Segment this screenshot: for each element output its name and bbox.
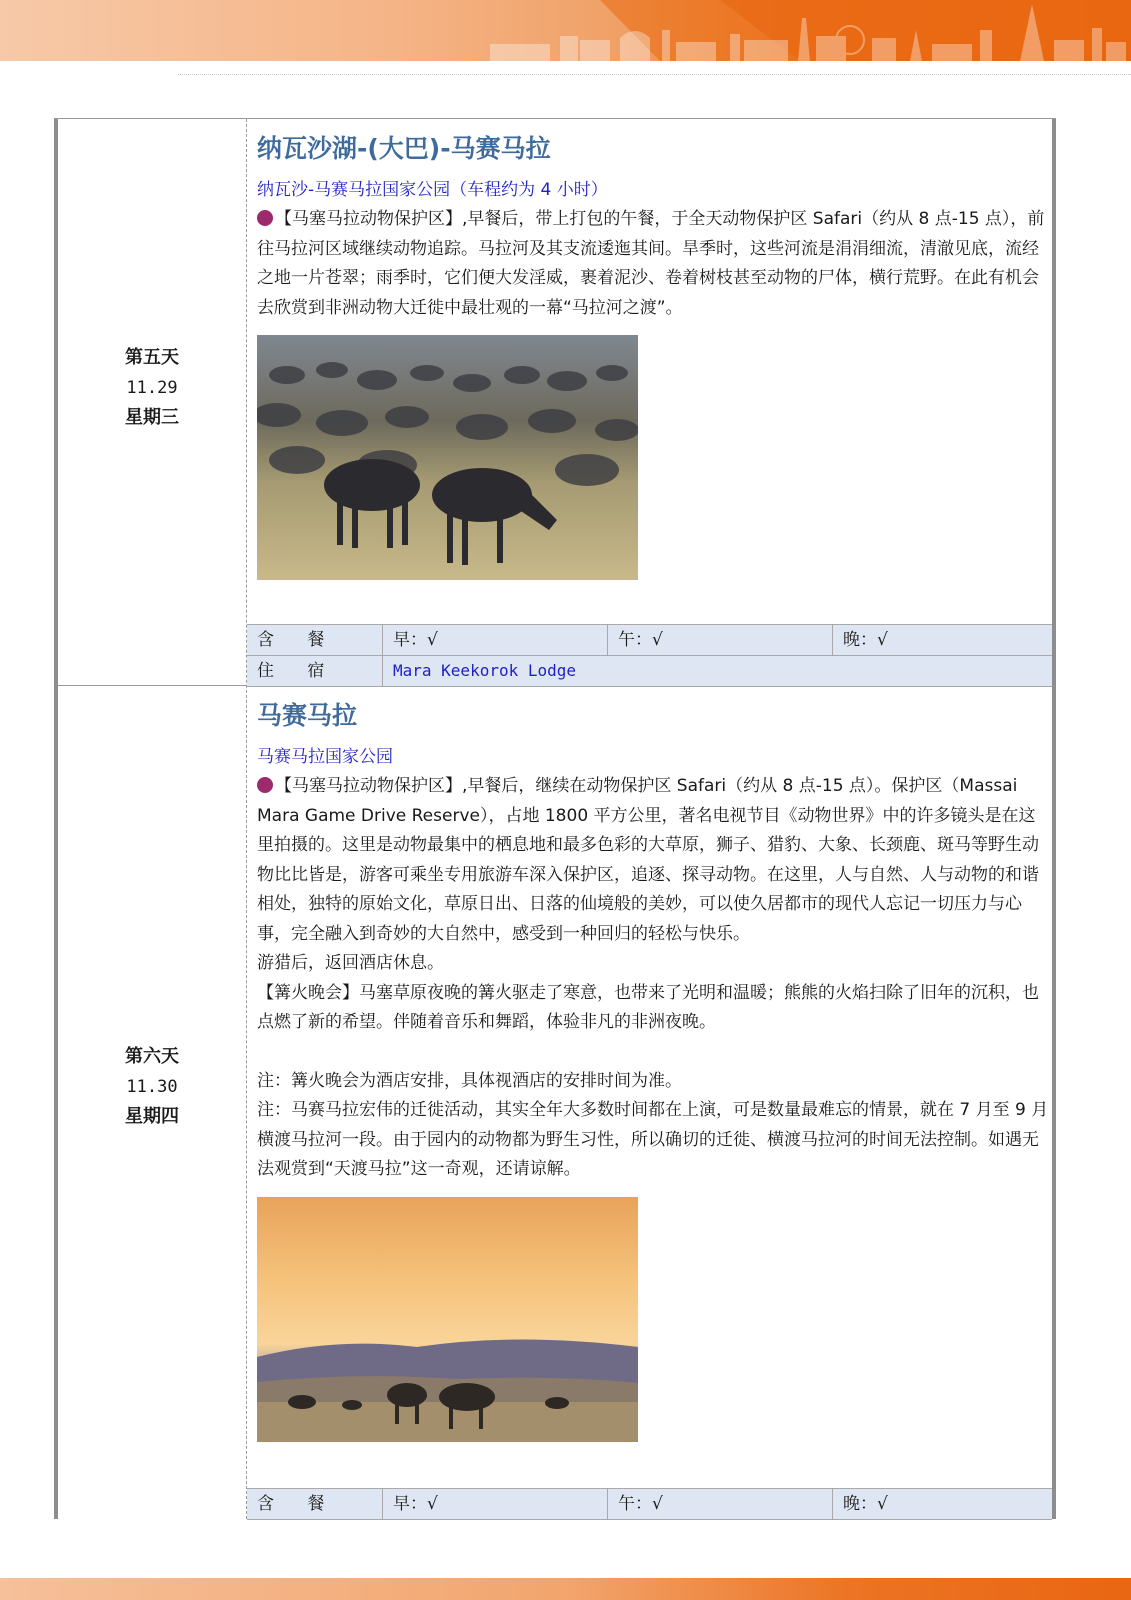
- table-left-border: [54, 119, 58, 1519]
- note-paragraph: 注：篝火晚会为酒店安排，具体视酒店的安排时间为准。: [257, 1070, 682, 1091]
- city-skyline-icon: [480, 0, 1131, 61]
- day-label: [60, 1042, 244, 1132]
- day-date: 11.30: [126, 1077, 178, 1097]
- lodging-label: 住 宿: [257, 661, 339, 681]
- breakfast-cell: 早：√: [382, 1489, 607, 1519]
- header-divider: [178, 74, 1131, 75]
- itinerary-paragraph: 游猎后，返回酒店休息。: [257, 953, 444, 973]
- table-column-divider: [246, 119, 247, 1519]
- lodging-row: [247, 655, 1052, 687]
- itinerary-paragraph: 【篝火晚会】马塞草原夜晚的篝火驱走了寒意，也带来了光明和温暖；熊熊的火焰扫除了旧年的沉积，也点燃了新的希望。伴随着音乐和舞蹈，体验非凡的非洲夜晚。: [257, 982, 1039, 1032]
- meals-row: [247, 1488, 1052, 1520]
- itinerary-text: 【马塞马拉动物保护区】,早餐后，带上打包的午餐，于全天动物保护区 Safari（约从 8 点-15 点），前往马拉河区域继续动物追踪。马拉河及其支流逶迤其间。旱季时，这些河流是涓涓细流，清澈见底，流经之地一片苍翠；雨季时，它们便大发淫威，裹着泥沙、卷着树枝甚至动物的尸体，横行荒野。在此有机会去欣赏到非洲动物大迁徙中最壮观的一幕“马拉河之渡”。: [257, 209, 1045, 318]
- hotel-name: Mara Keekorok Lodge: [382, 656, 1052, 686]
- day-date: 11.29: [126, 378, 178, 398]
- day-label: [60, 343, 244, 433]
- route-line: 纳瓦沙-马赛马拉国家公园（车程约为 4 小时）: [257, 180, 608, 200]
- header-band: [0, 0, 1131, 61]
- route-line: 马赛马拉国家公园: [257, 747, 393, 767]
- day-title: 纳瓦沙湖-(大巴)-马赛马拉: [257, 134, 551, 163]
- note-paragraph: 注：马赛马拉宏伟的迁徙活动，其实全年大多数时间都在上演，可是数量最难忘的情景，就在 7 月至 9 月横渡马拉河一段。由于园内的动物都为野生习性，所以确切的迁徙、横渡马拉河的时间无法控制。如遇无法观赏到“天渡马拉”这一奇观，还请谅解。: [257, 1100, 1049, 1179]
- itinerary-paragraph: [257, 205, 1051, 323]
- sunset-wildebeest-photo: [257, 1197, 638, 1442]
- day-number: 第五天: [125, 347, 179, 368]
- meals-label: 含 餐: [257, 1494, 339, 1514]
- day-weekday: 星期三: [125, 407, 179, 428]
- day-content: [257, 698, 1051, 1442]
- day-weekday: 星期四: [125, 1106, 179, 1127]
- day-content: [257, 131, 1051, 580]
- breakfast-cell: 早：√: [382, 625, 607, 655]
- footer-band: [0, 1578, 1131, 1600]
- meals-row: [247, 624, 1052, 656]
- itinerary-paragraph: [257, 772, 1051, 949]
- table-top-border: [54, 118, 1056, 119]
- day-number: 第六天: [125, 1046, 179, 1067]
- dinner-cell: 晚：√: [832, 1489, 1052, 1519]
- day-title: 马赛马拉: [257, 701, 358, 730]
- lunch-cell: 午：√: [607, 1489, 832, 1519]
- itinerary-text: 【马塞马拉动物保护区】,早餐后，继续在动物保护区 Safari（约从 8 点-15 点）。保护区（Massai Mara Game Drive Reserve），占地 1800 平方公里，著名电视节目《动物世界》中的许多镜头是在这里拍摄的。这里是动物最集中的栖息地和最多色彩的大草原，狮子、猎豹、大象、长颈鹿、斑马等野生动物比比皆是，游客可乘坐专用旅游车深入保护区，追逐、探寻动物。在这里，人与自然、人与动物的和谐相处，独特的原始文化，草原日出、日落的仙境般的美妙，可以使久居都市的现代人忘记一切压力与心事，完全融入到奇妙的大自然中，感受到一种回归的轻松与快乐。: [257, 776, 1039, 944]
- bullet-icon: [257, 210, 273, 226]
- table-right-border: [1052, 119, 1056, 1519]
- dinner-cell: 晚：√: [832, 625, 1052, 655]
- wildebeest-herd-photo: [257, 335, 638, 580]
- bullet-icon: [257, 777, 273, 793]
- lunch-cell: 午：√: [607, 625, 832, 655]
- meals-label: 含 餐: [257, 630, 339, 650]
